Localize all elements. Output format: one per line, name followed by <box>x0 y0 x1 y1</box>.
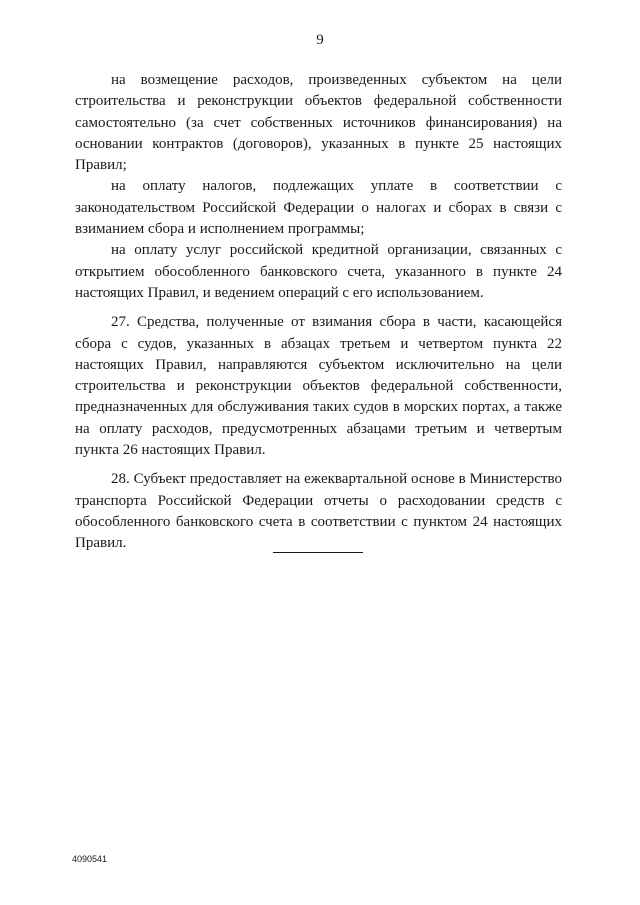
document-body <box>75 70 562 555</box>
paragraph-clause-28: 28. Субъект предоставляет на ежеквартальной основе в Министерство транспорта Российской Федерации отчеты о расходовании средств с обособленного банковского счета в соответствии с пунктом 24 настоящих Правил. <box>75 471 562 552</box>
paragraph-clause-27: 27. Средства, полученные от взимания сбора в части, касающейся сбора с судов, указанных в абзацах третьем и четвертом пункта 22 настоящих Правил, направляются субъектом исключительно на цели строительства и реконструкции объектов федеральной собственности, предназначенных для обслуживания таких судов в морских портах, а также на оплату расходов, предусмотренных абзацами третьим и четвертым пункта 26 настоящих Правил. <box>75 314 562 459</box>
paragraph-reimbursement: на возмещение расходов, произведенных субъектом на цели строительства и реконструкции объектов федеральной собственности самостоятельно (за счет собственных источников финансирования) на основании контрактов (договоров), указанных в пункте 25 настоящих Правил; <box>75 72 562 174</box>
end-of-text-rule <box>273 552 363 553</box>
page-number: 9 <box>316 32 324 48</box>
document-code: 4090541 <box>72 854 108 864</box>
paragraph-bank-services: на оплату услуг российской кредитной организации, связанных с открытием обособленного банковского счета, указанного в пункте 24 настоящих Правил, и ведением операций с его использованием. <box>75 242 562 301</box>
paragraph-taxes: на оплату налогов, подлежащих уплате в соответствии с законодательством Российской Федерации о налогах и сборах в связи с взиманием сбора и исполнением программы; <box>75 178 562 238</box>
